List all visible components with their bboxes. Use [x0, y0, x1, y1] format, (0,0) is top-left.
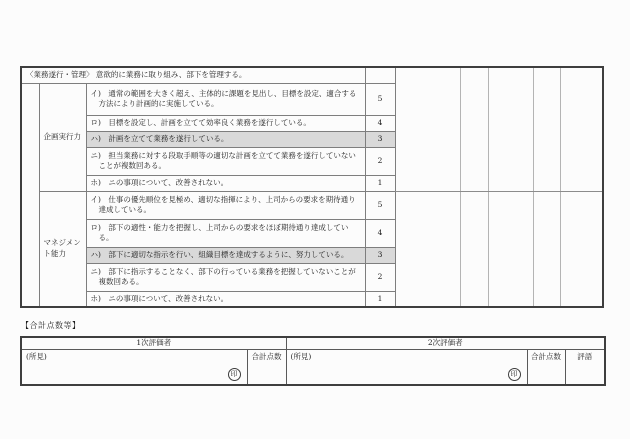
competency-rating-table [20, 66, 604, 308]
rating-entry-cell[interactable] [533, 191, 560, 307]
criterion-cell [86, 131, 365, 147]
criterion-score: 3 [365, 131, 395, 147]
criterion-score: 5 [365, 83, 395, 115]
criterion-cell [86, 191, 365, 219]
rating-entry-cell[interactable] [395, 191, 460, 307]
seal-mark: 印 [508, 368, 521, 381]
criterion-cell [86, 83, 365, 115]
totals-table [20, 336, 606, 386]
total-score-field-secondary[interactable] [527, 349, 565, 385]
comment-field-primary[interactable] [21, 349, 247, 385]
seal-mark: 印 [228, 368, 241, 381]
totals-header-row [21, 337, 605, 349]
comment-label: (所見) [26, 351, 47, 361]
criterion-row [21, 191, 603, 219]
criterion-score: 2 [365, 147, 395, 175]
criterion-text: ハ) 部下に適切な指示を行い、組織目標を達成するように、努力している。 [90, 249, 349, 259]
criterion-cell [86, 263, 365, 291]
criterion-score: 3 [365, 247, 395, 263]
totals-heading: 【合計点数等】 [21, 321, 81, 330]
criterion-cell [86, 219, 365, 247]
criterion-cell [86, 247, 365, 263]
comment-field-secondary[interactable] [286, 349, 527, 385]
table-header-row [21, 67, 603, 83]
criterion-score: 4 [365, 219, 395, 247]
criterion-score: 5 [365, 191, 395, 219]
criterion-cell [86, 175, 365, 191]
rating-entry-cell[interactable] [488, 67, 533, 191]
criterion-text: ハ) 計画を立てて業務を遂行している。 [90, 133, 229, 143]
total-score-label: 合計点数 [251, 351, 282, 361]
total-score-label: 合計点数 [531, 351, 561, 361]
competency-label: マネジメント能力 [39, 191, 86, 307]
rating-entry-cell[interactable] [395, 67, 460, 191]
criterion-score: 1 [365, 291, 395, 307]
criterion-text: ロ) 部下の適性・能力を把握し、上司からの要求をほぼ期待通り達成している。 [90, 222, 349, 242]
criterion-cell [86, 115, 365, 131]
criterion-text: ロ) 目標を設定し、計画を立てて効率良く業務を遂行している。 [90, 117, 311, 127]
evaluator-header-secondary: 2次評価者 [286, 337, 605, 349]
grade-label: 評語 [577, 351, 593, 361]
rating-entry-cell[interactable] [460, 67, 488, 191]
grade-field[interactable] [565, 349, 605, 385]
criterion-text: ホ) ニの事項について、改善されない。 [90, 177, 229, 187]
criterion-score: 1 [365, 175, 395, 191]
evaluator-header-primary: 1次評価者 [21, 337, 286, 349]
criterion-score: 4 [365, 115, 395, 131]
criterion-cell [86, 291, 365, 307]
score-column-header [365, 67, 395, 83]
total-score-field-primary[interactable] [247, 349, 286, 385]
rating-entry-cell[interactable] [560, 67, 603, 191]
criterion-score: 2 [365, 263, 395, 291]
rating-entry-cell[interactable] [560, 191, 603, 307]
rating-entry-cell[interactable] [488, 191, 533, 307]
criterion-text: イ) 通常の範囲を大きく超え、主体的に課題を見出し、目標を設定、適合する方法により計画的に実施している。 [90, 88, 357, 108]
rating-entry-cell[interactable] [533, 67, 560, 191]
competency-label: 企画実行力 [39, 83, 86, 191]
criterion-text: ニ) 担当業務に対する段取手順等の適切な計画を立てて業務を遂行していないことが複数回ある。 [90, 150, 356, 170]
rating-entry-cell[interactable] [460, 191, 488, 307]
comment-label: (所見) [290, 351, 312, 361]
criterion-cell [86, 147, 365, 175]
row-group-spacer-column [21, 83, 39, 307]
totals-body-row [21, 349, 605, 385]
section-header: 〈業務遂行・管理〉 意欲的に業務に取り組み、部下を管理する。 [21, 67, 365, 83]
criterion-text: ホ) ニの事項について、改善されない。 [90, 293, 229, 303]
criterion-text: イ) 仕事の優先順位を見極め、適切な指揮により、上司からの要求を期待通り達成している。 [90, 194, 356, 214]
criterion-text: ニ) 部下に指示することなく、部下の行っている業務を把握していないことが複数回ある。 [90, 266, 356, 286]
